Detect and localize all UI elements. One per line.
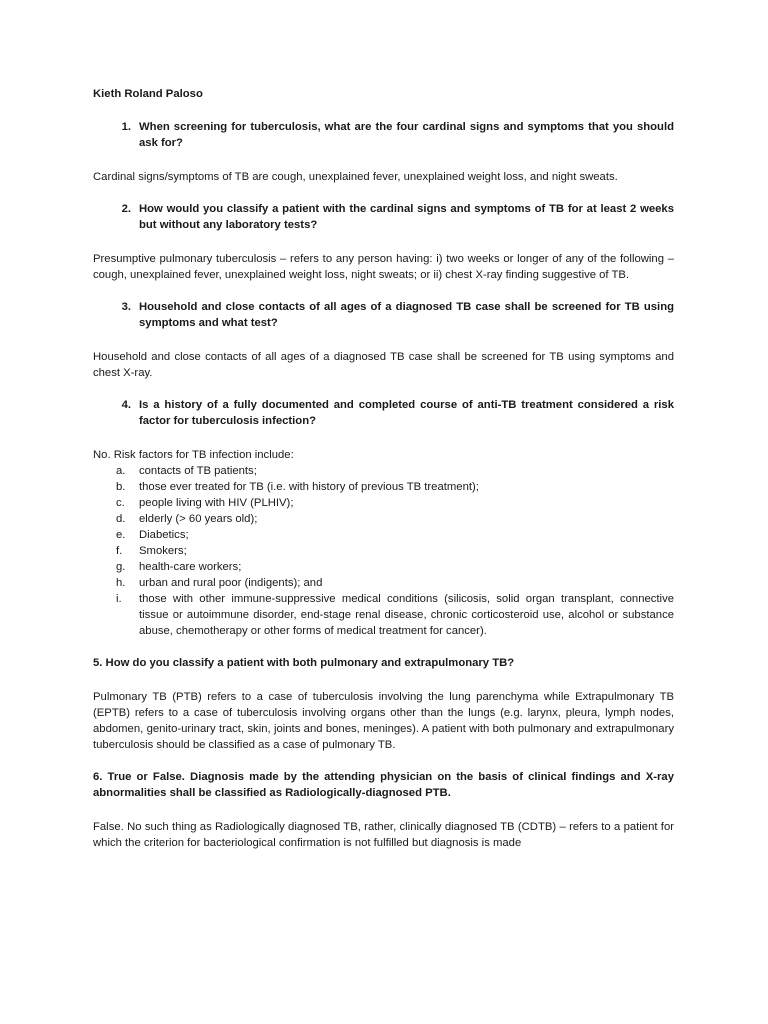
question-number: 3.	[121, 301, 131, 313]
answer-1: Cardinal signs/symptoms of TB are cough, unexplained fever, unexplained weight loss, and night sweats.	[93, 171, 618, 183]
question-number: 4.	[121, 399, 131, 411]
list-marker: a.	[116, 465, 126, 477]
question-2	[93, 201, 674, 233]
list-marker: e.	[116, 529, 126, 541]
list-item	[93, 479, 674, 495]
list-item	[93, 495, 674, 511]
list-item	[93, 591, 674, 639]
question-1	[93, 119, 674, 151]
answer-4-intro: No. Risk factors for TB infection include:	[93, 449, 294, 461]
list-item-text: those ever treated for TB (i.e. with history of previous TB treatment);	[139, 481, 479, 493]
list-marker: d.	[116, 513, 126, 525]
answer-2: Presumptive pulmonary tuberculosis – refers to any person having: i) two weeks or longer of any of the following – cough, unexplained fever, unexplained weight loss, night sweats; or ii) chest X-ray finding suggestive of TB.	[93, 253, 674, 281]
list-marker: h.	[116, 577, 126, 589]
list-item	[93, 559, 674, 575]
list-marker: b.	[116, 481, 126, 493]
list-item	[93, 543, 674, 559]
list-item-text: Diabetics;	[139, 529, 189, 541]
answer-3: Household and close contacts of all ages of a diagnosed TB case shall be screened for TB using symptoms and chest X-ray.	[93, 351, 674, 379]
question-3	[93, 299, 674, 331]
list-item	[93, 575, 674, 591]
list-marker: c.	[116, 497, 125, 509]
list-marker: f.	[116, 545, 123, 557]
question-6: 6. True or False. Diagnosis made by the attending physician on the basis of clinical findings and X-ray abnormalities shall be classified as Radiologically-diagnosed PTB.	[93, 771, 674, 799]
list-item-text: health-care workers;	[139, 561, 242, 573]
question-number: 2.	[121, 203, 131, 215]
list-item	[93, 463, 674, 479]
list-marker: i.	[116, 593, 122, 605]
author-name: Kieth Roland Paloso	[93, 88, 203, 100]
question-5: 5. How do you classify a patient with both pulmonary and extrapulmonary TB?	[93, 657, 515, 669]
answer-5: Pulmonary TB (PTB) refers to a case of tuberculosis involving the lung parenchyma while Extrapulmonary TB (EPTB) refers to a case of tuberculosis involving organs other than the lungs (e.g. larynx, pleura, lymph nodes, abdomen, genito-urinary tract, skin, joints and bones, meninges). A patient with both pulmonary and extrapulmonary tuberculosis should be classified as a case of pulmonary TB.	[93, 691, 674, 751]
answer-6: False. No such thing as Radiologically diagnosed TB, rather, clinically diagnosed TB (CDTB) – refers to a patient for which the criterion for bacteriological confirmation is not fulfilled but diagnosis is made	[93, 821, 674, 849]
question-4	[93, 397, 674, 429]
list-item	[93, 511, 674, 527]
question-text: When screening for tuberculosis, what are the four cardinal signs and symptoms that you should ask for?	[139, 121, 674, 149]
list-item-text: people living with HIV (PLHIV);	[139, 497, 294, 509]
risk-factor-list	[93, 463, 674, 639]
list-item	[93, 527, 674, 543]
list-item-text: Smokers;	[139, 545, 187, 557]
question-number: 1.	[121, 121, 131, 133]
question-text: Is a history of a fully documented and completed course of anti-TB treatment considered a risk factor for tuberculosis infection?	[139, 399, 674, 427]
list-marker: g.	[116, 561, 126, 573]
question-text: Household and close contacts of all ages of a diagnosed TB case shall be screened for TB using symptoms and what test?	[139, 301, 674, 329]
list-item-text: elderly (> 60 years old);	[139, 513, 258, 525]
list-item-text: contacts of TB patients;	[139, 465, 257, 477]
question-text: How would you classify a patient with the cardinal signs and symptoms of TB for at least 2 weeks but without any laboratory tests?	[139, 203, 674, 231]
list-item-text: those with other immune-suppressive medical conditions (silicosis, solid organ transplant, connective tissue or autoimmune disorder, end-stage renal disease, chronic corticosteroid use, alcohol or substance abuse, chemotherapy or other forms of medical treatment for cancer).	[139, 593, 674, 637]
list-item-text: urban and rural poor (indigents); and	[139, 577, 323, 589]
